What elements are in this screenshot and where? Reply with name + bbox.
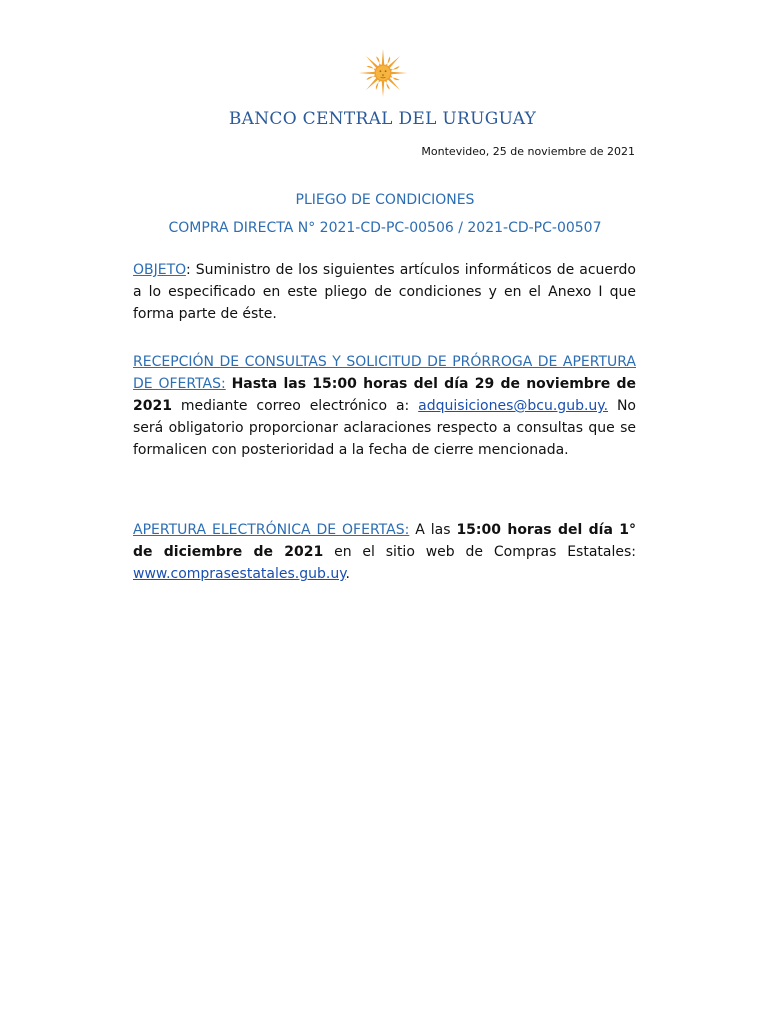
objeto-text: Suministro de los siguientes artículos informáticos de acuerdo a lo especificado en este pliego de condiciones y en el Anexo I que forma parte de éste. [133,262,636,322]
sun-ray [390,66,400,71]
recepcion-section [133,351,636,461]
sun-ray [382,81,385,97]
sun-ray [366,66,376,71]
recepcion-text: mediante correo electrónico a: [171,398,419,414]
compras-estatales-link[interactable]: www.comprasestatales.gub.uy [133,566,346,582]
document-date: Montevideo, 25 de noviembre de 2021 [421,145,635,158]
sun-ray [382,49,385,65]
objeto-colon: : [185,262,191,278]
apertura-text-1: A las [409,522,457,538]
objeto-section [133,259,636,325]
recepcion-heading: RECEPCIÓN DE CONSULTAS Y SOLICITUD DE PRÓRROGA DE APERTURA DE OFERTAS: [133,354,636,392]
purchase-reference: COMPRA DIRECTA N° 2021-CD-PC-00506 / 2021-CD-PC-00507 [168,220,602,236]
sun-ray [376,80,381,90]
sun-ray [376,56,381,66]
recepcion-deadline: Hasta las 15:00 horas del día 29 de noviembre de 2021 [133,376,636,414]
bank-name: BANCO CENTRAL DEL URUGUAY [228,109,537,129]
sun-ray [359,72,375,75]
sun-ray [366,75,376,80]
recepcion-note: No será obligatorio proporcionar aclaraciones respecto a consultas que se formalicen con posterioridad a la fecha de cierre mencionada. [133,398,636,458]
sun-ray [390,75,400,80]
sun-of-may-icon [357,47,409,99]
document-title: PLIEGO DE CONDICIONES [295,192,475,208]
email-link[interactable]: adquisiciones@bcu.gub.uy. [418,398,609,414]
apertura-heading: APERTURA ELECTRÓNICA DE OFERTAS: [133,522,410,538]
sun-ray [391,72,407,75]
sun-ray [385,56,390,66]
apertura-datetime: 15:00 horas del día 1° de diciembre de 2021 [133,522,636,560]
apertura-text-2: en el sitio web de Compras Estatales: [323,544,636,560]
apertura-period: . [345,566,350,582]
sun-ray [385,80,390,90]
objeto-heading: OBJETO [133,262,186,278]
apertura-section [133,519,636,585]
